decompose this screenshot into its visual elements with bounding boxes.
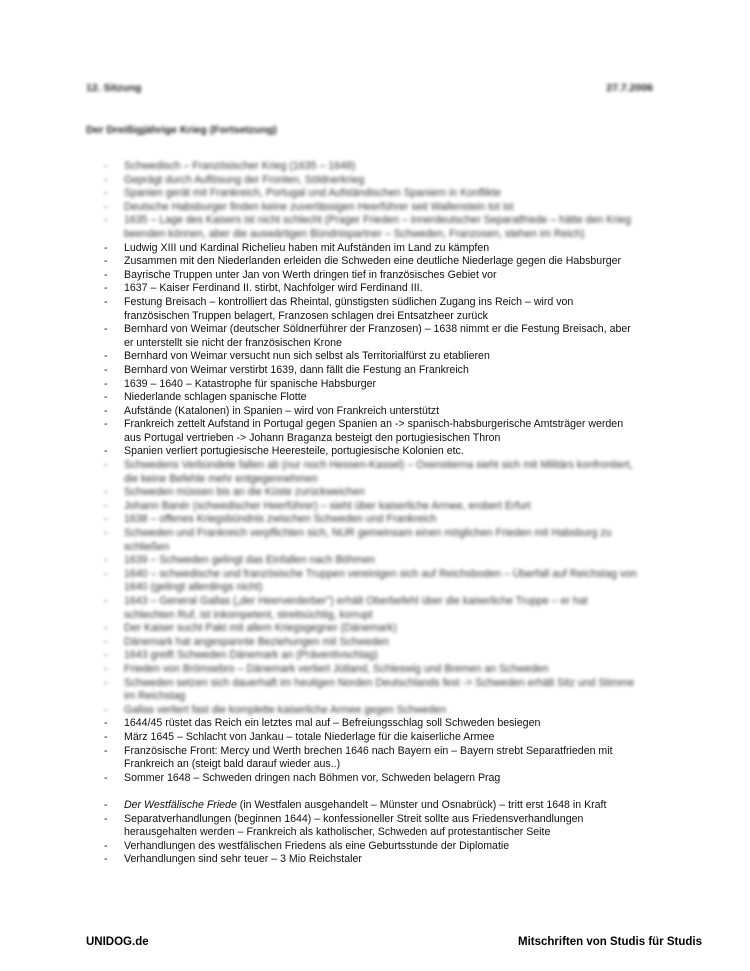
list-item-text: Bernhard von Weimar verstirbt 1639, dann fällt die Festung an Frankreich <box>124 363 469 376</box>
list-item-text: Aufstände (Katalonen) in Spanien – wird von Frankreich unterstützt <box>124 404 440 417</box>
list-item-text: 1637 – Kaiser Ferdinand II. stirbt, Nachfolger wird Ferdinand III. <box>124 282 423 295</box>
bullet-dash: - <box>104 350 108 363</box>
bullet-dash: - <box>104 391 108 404</box>
bullet-dash: - <box>104 730 108 743</box>
bullet-dash: - <box>104 323 108 336</box>
list-item-text: Verhandlungen des westfälischen Friedens als eine Geburtsstunde der Diplomatie <box>124 839 510 852</box>
list-item-text: Spanien verliert portugiesische Heeresteile, portugiesische Kolonien etc. <box>124 445 464 458</box>
list-item <box>0 174 750 188</box>
list-item <box>0 840 750 854</box>
list-item <box>0 242 750 256</box>
list-item-text: Bernhard von Weimar (deutscher Söldnerführer der Franzosen) – 1638 nimmt er die Festung Breisach, aber er unterstellt sie nicht der französischen Krone <box>124 323 631 349</box>
bullet-dash: - <box>104 268 108 281</box>
list-item <box>0 636 750 650</box>
list-item <box>0 500 750 514</box>
list-item <box>0 772 750 786</box>
list-item-text: 1638 – offenes Kriegsbündnis zwischen Schweden und Frankreich <box>124 513 437 526</box>
bullet-dash: - <box>104 241 108 254</box>
list-item <box>0 350 750 364</box>
list-item <box>0 717 750 731</box>
list-item <box>0 677 750 704</box>
bullet-dash: - <box>104 853 108 866</box>
list-item <box>0 378 750 392</box>
bullet-dash: - <box>104 622 108 635</box>
list-item <box>0 527 750 554</box>
bullet-dash: - <box>104 200 108 213</box>
list-item-text: Der Kaiser sucht Pakt mit allem Kriegsgegner (Dänemark) <box>124 622 397 635</box>
list-item-text: Gallas verliert fast die komplette kaiserliche Armee gegen Schweden <box>124 703 447 716</box>
list-item <box>0 296 750 323</box>
list-item-text: 1639 – Schweden gelingt das Einfallen nach Böhmen <box>124 554 375 567</box>
list-item-text: Schweden und Frankreich verpflichten sich, NUR gemeinsam einen möglichen Frieden mit Habsburg zu schließen <box>124 527 612 553</box>
bullet-dash: - <box>104 282 108 295</box>
bullet-dash: - <box>104 812 108 825</box>
list-item <box>0 391 750 405</box>
list-item-text: Schweden müssen bis an die Küste zurückweichen <box>124 486 365 499</box>
list-item-text: Johann Banér (schwedischer Heerführer) – sieht über kaiserliche Armee, erobert Erfurt <box>124 499 531 512</box>
list-item-text: 1644/45 rüstet das Reich ein letztes mal auf – Befreiungsschlag soll Schweden besiegen <box>124 717 541 730</box>
section-heading-italic: Der Westfälische Friede <box>124 798 237 811</box>
bullet-dash: - <box>104 295 108 308</box>
bullet-dash: - <box>104 445 108 458</box>
bullet-dash: - <box>104 554 108 567</box>
bullet-dash: - <box>104 662 108 675</box>
bullet-dash: - <box>104 744 108 757</box>
list-item-text: Französische Front: Mercy und Werth brechen 1646 nach Bayern ein – Bayern strebt Separatfrieden mit Frankreich an (steigt bald darauf wieder aus..) <box>124 744 613 771</box>
list-item-text: Schweden setzen sich dauerhaft im heutigen Norden Deutschlands fest -> Schweden erhält Sitz und Stimme im Reichstag <box>124 676 635 703</box>
list-item <box>0 745 750 772</box>
list-item-text: Sommer 1648 – Schweden dringen nach Böhmen vor, Schweden belagern Prag <box>124 771 501 784</box>
list-item <box>0 418 750 445</box>
list-item <box>0 214 750 241</box>
list-item-text: Bayrische Truppen unter Jan von Werth dringen tief in französisches Gebiet vor <box>124 268 497 281</box>
list-item-text: Festung Breisach – kontrolliert das Rheintal, günstigsten südlichen Zugang ins Reich – wird von französischen Truppen belagert, Franzosen schlagen drei Entsatzheer zurück <box>124 295 574 322</box>
session-date: 27.7.2006 <box>606 82 653 94</box>
bullet-dash: - <box>104 703 108 716</box>
bullet-dash: - <box>104 839 108 852</box>
list-item <box>0 160 750 174</box>
list-item-text: 1643 – General Gallas („der Heerverderber") erhält Oberbefehl über die kaiserliche Truppe – er hat schlechten Ruf, ist inkompetent, streitsüchtig, korrupt <box>124 595 588 621</box>
bullet-dash: - <box>104 676 108 689</box>
list-item-text: Frieden von Brömsebro – Dänemark verliert Jütland, Schleswig und Bremen an Schweden <box>124 662 549 675</box>
list-item <box>0 799 750 813</box>
list-item <box>0 445 750 459</box>
list-item-text: Geprägt durch Auflösung der Fronten, Söldnerkrieg <box>124 173 365 186</box>
list-item <box>0 704 750 718</box>
list-item-text: Schwedisch – Französischer Krieg (1635 – 1648) <box>124 160 356 172</box>
bullet-dash: - <box>104 717 108 730</box>
list-item <box>0 513 750 527</box>
list-item <box>0 649 750 663</box>
list-item <box>0 269 750 283</box>
document-title: Der Dreißigjährige Krieg (Fortsetzung) <box>86 124 277 136</box>
list-item-text: Deutsche Habsburger finden keine zuverlässigen Heerführer seit Wallenstein tot ist <box>124 200 514 213</box>
bullet-dash: - <box>104 404 108 417</box>
list-item-text: Ludwig XIII und Kardinal Richelieu haben mit Aufständen im Land zu kämpfen <box>124 241 490 254</box>
bullet-dash: - <box>104 798 108 811</box>
bullet-dash: - <box>104 187 108 200</box>
list-item <box>0 595 750 622</box>
list-item-text: Frankreich zettelt Aufstand in Portugal gegen Spanien an -> spanisch-habsburgerische Amtsträger werden aus Portugal vertrieben -> Johann Braganza besteigt den portugiesischen Thron <box>124 418 624 444</box>
list-item-text: Verhandlungen sind sehr teuer – 3 Mio Reichstaler <box>124 853 362 866</box>
list-item-text: 1639 – 1640 – Katastrophe für spanische Habsburger <box>124 377 377 390</box>
list-item-text: 1635 – Lage des Kaisers ist nicht schlecht (Prager Frieden – innerdeutscher Separatfriede – hätte den Krieg beenden können, aber die auswärtigen Bündnispartner – Schweden, Franzosen, stehen im Reich) <box>124 214 632 240</box>
list-item-text: Separatverhandlungen (beginnen 1644) – konfessioneller Streit sollte aus Friedensverhandlungen herausgehalten werden – Frankreich als katholischer, Schweden auf protestantischer Seite <box>124 812 584 839</box>
list-item-text: Dänemark hat angespannte Beziehungen mit Schweden <box>124 635 390 648</box>
bullet-dash: - <box>104 459 108 472</box>
list-item <box>0 459 750 486</box>
list-item <box>0 323 750 350</box>
session-label: 12. Sitzung <box>86 82 142 94</box>
bullet-dash: - <box>104 595 108 607</box>
bullet-dash: - <box>104 377 108 390</box>
list-item-text: Zusammen mit den Niederlanden erleiden die Schweden eine deutliche Niederlage gegen die Habsburger <box>124 255 622 268</box>
footer-tagline: Mitschriften von Studis für Studis <box>517 936 702 948</box>
bullet-dash: - <box>104 635 108 648</box>
bullet-dash: - <box>104 771 108 784</box>
bullet-dash: - <box>104 649 108 662</box>
bullet-dash: - <box>104 567 108 580</box>
bullet-dash: - <box>104 499 108 512</box>
list-item-text: Schwedens Verbündete fallen ab (nur noch Hessen-Kassel) – Oxenstierna sieht sich mit Militärs konfrontiert, die keine Befehle mehr entgegennehmen <box>124 459 633 485</box>
list-item <box>0 486 750 500</box>
list-item <box>0 201 750 215</box>
list-item-text: (in Westfalen ausgehandelt – Münster und Osnabrück) – tritt erst 1648 in Kraft <box>236 798 607 811</box>
list-item <box>0 853 750 867</box>
list-item-text: 1643 greift Schweden Dänemark an (Präventivschlag) <box>124 649 378 662</box>
list-item <box>0 364 750 378</box>
list-item-text: März 1645 – Schlacht von Jankau – totale Niederlage für die kaiserliche Armee <box>124 730 495 743</box>
footer-site: UNIDOG.de <box>86 936 149 948</box>
list-item <box>0 622 750 636</box>
bullet-dash: - <box>104 160 108 172</box>
list-item <box>0 282 750 296</box>
list-item <box>0 568 750 595</box>
bullet-dash: - <box>104 363 108 376</box>
bullet-dash: - <box>104 486 108 499</box>
list-item <box>0 731 750 745</box>
list-item <box>0 405 750 419</box>
bullet-dash: - <box>104 173 108 186</box>
list-item <box>0 813 750 840</box>
list-item-text: Spanien gerät mit Frankreich, Portugal und Aufständischen Spaniern in Konflikte <box>124 187 501 200</box>
list-item-text: 1640 – schwedische und französische Truppen vereinigen sich auf Reichsboden – Überfall auf Reichstag von 1640 (gelingt allerdings nicht) <box>124 567 637 594</box>
bullet-dash: - <box>104 527 108 540</box>
list-item <box>0 187 750 201</box>
list-item-text: Niederlande schlagen spanische Flotte <box>124 391 307 404</box>
bullet-dash: - <box>104 214 108 227</box>
list-item <box>0 554 750 568</box>
list-item <box>0 255 750 269</box>
bullet-dash: - <box>104 513 108 526</box>
list-item <box>0 663 750 677</box>
list-item-text: Bernhard von Weimar versucht nun sich selbst als Territorialfürst zu etablieren <box>124 350 490 363</box>
bullet-dash: - <box>104 255 108 268</box>
bullet-dash: - <box>104 418 108 431</box>
notes-list <box>0 160 750 867</box>
